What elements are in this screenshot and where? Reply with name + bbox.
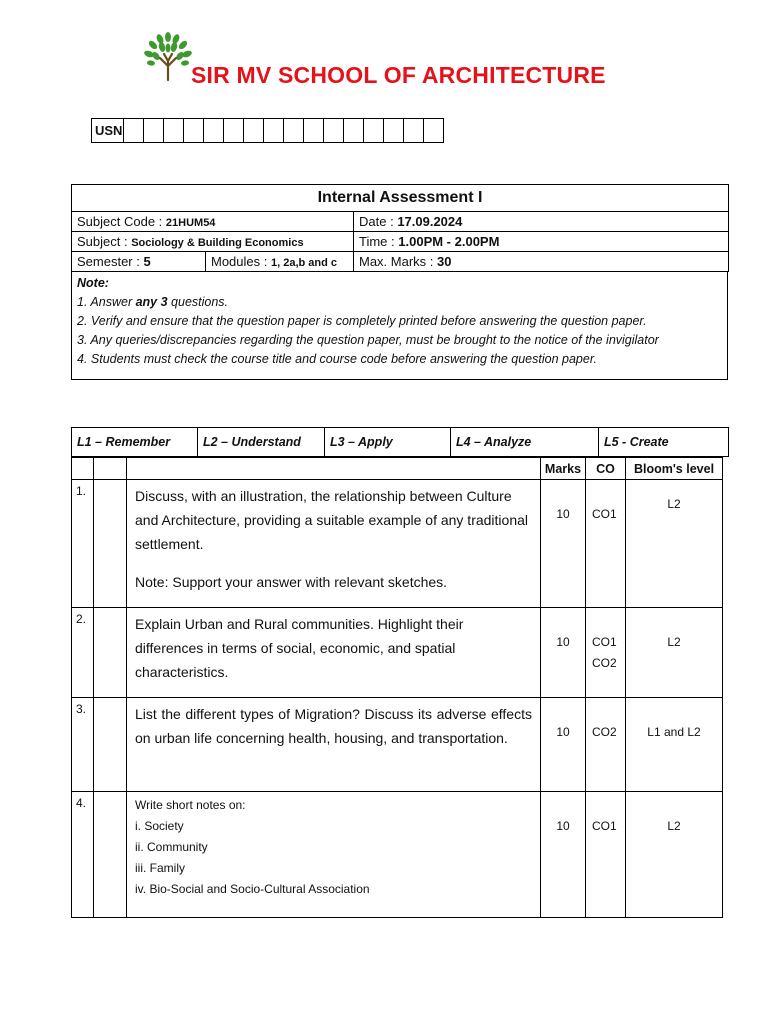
- header-blank: [94, 458, 127, 480]
- question-level: L2: [626, 792, 723, 918]
- subject-code-value: 21HUM54: [165, 217, 216, 229]
- question-text-cell: [127, 480, 541, 608]
- modules-cell: [206, 252, 354, 272]
- question-co: [586, 608, 626, 698]
- header-marks: Marks: [541, 458, 586, 480]
- short-note-item: ii. Community: [135, 840, 208, 854]
- question-text: Explain Urban and Rural communities. Highlight their differences in terms of social, economic, and spatial characteristics.: [135, 616, 464, 680]
- question-co-1: CO1: [592, 819, 617, 833]
- usn-box[interactable]: [344, 119, 364, 143]
- questions-header-row: [72, 458, 723, 480]
- note-item-4: 4. Students must check the course title and course code before answering the question paper.: [77, 352, 597, 366]
- time-value: 1.00PM - 2.00PM: [398, 234, 500, 249]
- max-marks-label: Max. Marks :: [359, 254, 434, 269]
- question-row: [72, 608, 723, 698]
- note-item-2: 2. Verify and ensure that the question paper is completely printed before answering the question paper.: [77, 314, 647, 328]
- question-text-cell: [127, 792, 541, 918]
- question-row: [72, 792, 723, 918]
- notes-heading: Note:: [77, 276, 109, 290]
- tree-logo-icon: [142, 30, 194, 82]
- date-cell: [354, 212, 729, 232]
- date-value: 17.09.2024: [397, 214, 463, 229]
- question-level: L1 and L2: [626, 698, 723, 792]
- question-number: 3.: [72, 698, 94, 792]
- question-text-cell: [127, 698, 541, 792]
- usn-box[interactable]: [384, 119, 404, 143]
- question-intro: Write short notes on:: [135, 798, 246, 812]
- question-level: L2: [626, 480, 723, 608]
- question-marks: 10: [541, 480, 586, 608]
- notes-section: [71, 272, 728, 380]
- question-co: [586, 792, 626, 918]
- level-l5: L5 - Create: [599, 428, 729, 457]
- question-marks: 10: [541, 608, 586, 698]
- question-blank: [94, 480, 127, 608]
- usn-box[interactable]: [404, 119, 424, 143]
- usn-box[interactable]: [244, 119, 264, 143]
- short-note-item: iv. Bio-Social and Socio-Cultural Association: [135, 882, 370, 896]
- level-l3: L3 – Apply: [325, 428, 451, 457]
- subject-code-cell: [72, 212, 354, 232]
- level-l1: L1 – Remember: [72, 428, 198, 457]
- usn-box[interactable]: [144, 119, 164, 143]
- usn-box[interactable]: [204, 119, 224, 143]
- question-co: [586, 698, 626, 792]
- time-label: Time :: [359, 234, 395, 249]
- usn-box[interactable]: [164, 119, 184, 143]
- header-blank: [127, 458, 541, 480]
- level-l4: L4 – Analyze: [451, 428, 599, 457]
- note-item-3: 3. Any queries/discrepancies regarding the question paper, must be brought to the notice of the invigilator: [77, 333, 659, 347]
- note-1-text: 1. Answer: [77, 295, 136, 309]
- usn-box[interactable]: [224, 119, 244, 143]
- question-marks: 10: [541, 792, 586, 918]
- question-co-1: CO1: [592, 507, 617, 521]
- question-marks: 10: [541, 698, 586, 792]
- usn-box[interactable]: [424, 119, 444, 143]
- question-number: 1.: [72, 480, 94, 608]
- note-1-tail: questions.: [167, 295, 229, 309]
- question-blank: [94, 698, 127, 792]
- usn-box[interactable]: [124, 119, 144, 143]
- exam-info-block: [71, 184, 728, 380]
- question-blank: [94, 792, 127, 918]
- bloom-levels-table: [71, 427, 729, 457]
- usn-grid: [91, 118, 444, 143]
- question-number: 4.: [72, 792, 94, 918]
- header-blank: [72, 458, 94, 480]
- exam-title: Internal Assessment I: [72, 185, 729, 212]
- semester-cell: [72, 252, 206, 272]
- semester-label: Semester :: [77, 254, 140, 269]
- question-number: 2.: [72, 608, 94, 698]
- subject-value: Sociology & Building Economics: [131, 237, 304, 249]
- question-blank: [94, 608, 127, 698]
- usn-box[interactable]: [284, 119, 304, 143]
- max-marks-cell: [354, 252, 729, 272]
- usn-box[interactable]: [304, 119, 324, 143]
- date-label: Date :: [359, 214, 394, 229]
- questions-table: [71, 457, 723, 918]
- subject-cell: [72, 232, 354, 252]
- header-co: CO: [586, 458, 626, 480]
- note-1-emphasis: any 3: [135, 295, 168, 309]
- question-row: [72, 480, 723, 608]
- semester-value: 5: [143, 254, 151, 269]
- header-blooms: Bloom's level: [626, 458, 723, 480]
- subject-code-label: Subject Code :: [77, 214, 163, 229]
- question-note: Note: Support your answer with relevant sketches.: [135, 574, 448, 590]
- modules-value: 1, 2a,b and c: [271, 257, 338, 269]
- time-cell: [354, 232, 729, 252]
- short-note-item: iii. Family: [135, 861, 185, 875]
- question-co-1: CO2: [592, 725, 617, 739]
- question-row: [72, 698, 723, 792]
- usn-box[interactable]: [264, 119, 284, 143]
- max-marks-value: 30: [437, 254, 452, 269]
- question-text: List the different types of Migration? Discuss its adverse effects on urban life concerning health, housing, and transportation.: [135, 706, 532, 746]
- note-item-1: [77, 293, 722, 312]
- question-co-1: CO1: [592, 635, 617, 649]
- subject-label: Subject :: [77, 234, 128, 249]
- short-note-item: i. Society: [135, 819, 184, 833]
- question-level: L2: [626, 608, 723, 698]
- question-text: Discuss, with an illustration, the relationship between Culture and Architecture, providing a suitable example of any traditional settlement.: [135, 488, 529, 552]
- question-text-cell: [127, 608, 541, 698]
- usn-label: USN: [92, 119, 124, 143]
- question-co-2: CO2: [592, 656, 617, 670]
- usn-box[interactable]: [184, 119, 204, 143]
- usn-box[interactable]: [364, 119, 384, 143]
- level-l2: L2 – Understand: [198, 428, 325, 457]
- usn-box[interactable]: [324, 119, 344, 143]
- school-name: SIR MV SCHOOL OF ARCHITECTURE: [191, 62, 606, 88]
- question-co: [586, 480, 626, 608]
- modules-label: Modules :: [211, 254, 268, 269]
- exam-header-table: [71, 184, 729, 272]
